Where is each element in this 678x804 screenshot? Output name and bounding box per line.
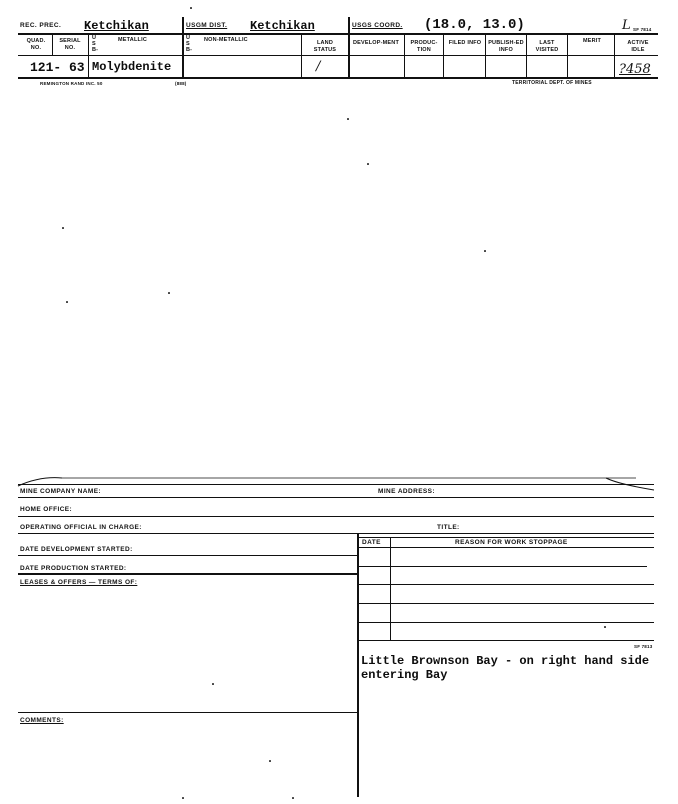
- serial-label: SERIAL NO.: [59, 38, 81, 51]
- form-number-top: SF 7814: [633, 27, 652, 32]
- operating-official-label: OPERATING OFFICIAL IN CHARGE:: [20, 524, 142, 531]
- date-col-label: DATE: [362, 539, 381, 546]
- form-number-bottom: SF 7813: [634, 644, 653, 649]
- active-idle-label: ACTIVE IDLE: [627, 40, 649, 53]
- nonmetallic-label: NON-METALLIC: [204, 37, 248, 43]
- rec-prec-label: REC. PREC.: [20, 22, 62, 29]
- title-label: TITLE:: [437, 524, 460, 531]
- leases-label: LEASES & OFFERS — TERMS OF:: [20, 579, 138, 586]
- filed-info-label: FILED INFO: [448, 40, 482, 46]
- quad-label: QUAD. NO.: [26, 38, 46, 51]
- nonmetallic-code: U S B-: [186, 35, 193, 53]
- usgs-coord-label: USGS COORD.: [352, 22, 403, 29]
- metallic-label: METALLIC: [118, 37, 147, 43]
- date-production-label: DATE PRODUCTION STARTED:: [20, 565, 127, 572]
- develop-label: DEVELOP-MENT: [352, 40, 400, 46]
- quad-serial-value: 121- 63: [30, 60, 85, 75]
- date-development-label: DATE DEVELOPMENT STARTED:: [20, 546, 133, 553]
- reason-col-label: REASON FOR WORK STOPPAGE: [455, 539, 568, 546]
- rec-prec-value: Ketchikan: [84, 19, 149, 33]
- printer-code: (888): [175, 81, 187, 86]
- home-office-label: HOME OFFICE:: [20, 506, 73, 513]
- metallic-code: U S B-: [92, 35, 99, 53]
- land-status-label: LAND STATUS: [313, 40, 337, 53]
- usgm-dist-label: USGM DIST.: [186, 22, 228, 29]
- usgs-coord-value: (18.0, 13.0): [424, 17, 525, 33]
- published-info-label: PUBLISH-ED INFO: [488, 40, 524, 53]
- production-label: PRODUC-TION: [410, 40, 438, 53]
- commodity-value: Molybdenite: [92, 60, 172, 74]
- corner-mark: L: [622, 18, 631, 33]
- mine-address-label: MINE ADDRESS:: [378, 488, 435, 495]
- merit-label: MERIT: [582, 38, 602, 44]
- usgm-dist-value: Ketchikan: [250, 19, 315, 33]
- notes-text: Little Brownson Bay - on right hand side entering Bay: [361, 654, 650, 682]
- land-status-value: /: [316, 59, 321, 74]
- mine-company-label: MINE COMPANY NAME:: [20, 488, 101, 495]
- comments-label: COMMENTS:: [20, 717, 64, 724]
- printer-label: REMINGTON RAND INC. 50: [40, 81, 103, 86]
- card-edge: [0, 470, 678, 500]
- dept-label: TERRITORIAL DEPT. OF MINES: [512, 80, 592, 86]
- last-visited-label: LAST VISITED: [535, 40, 559, 53]
- merit-value: ?458: [619, 62, 651, 77]
